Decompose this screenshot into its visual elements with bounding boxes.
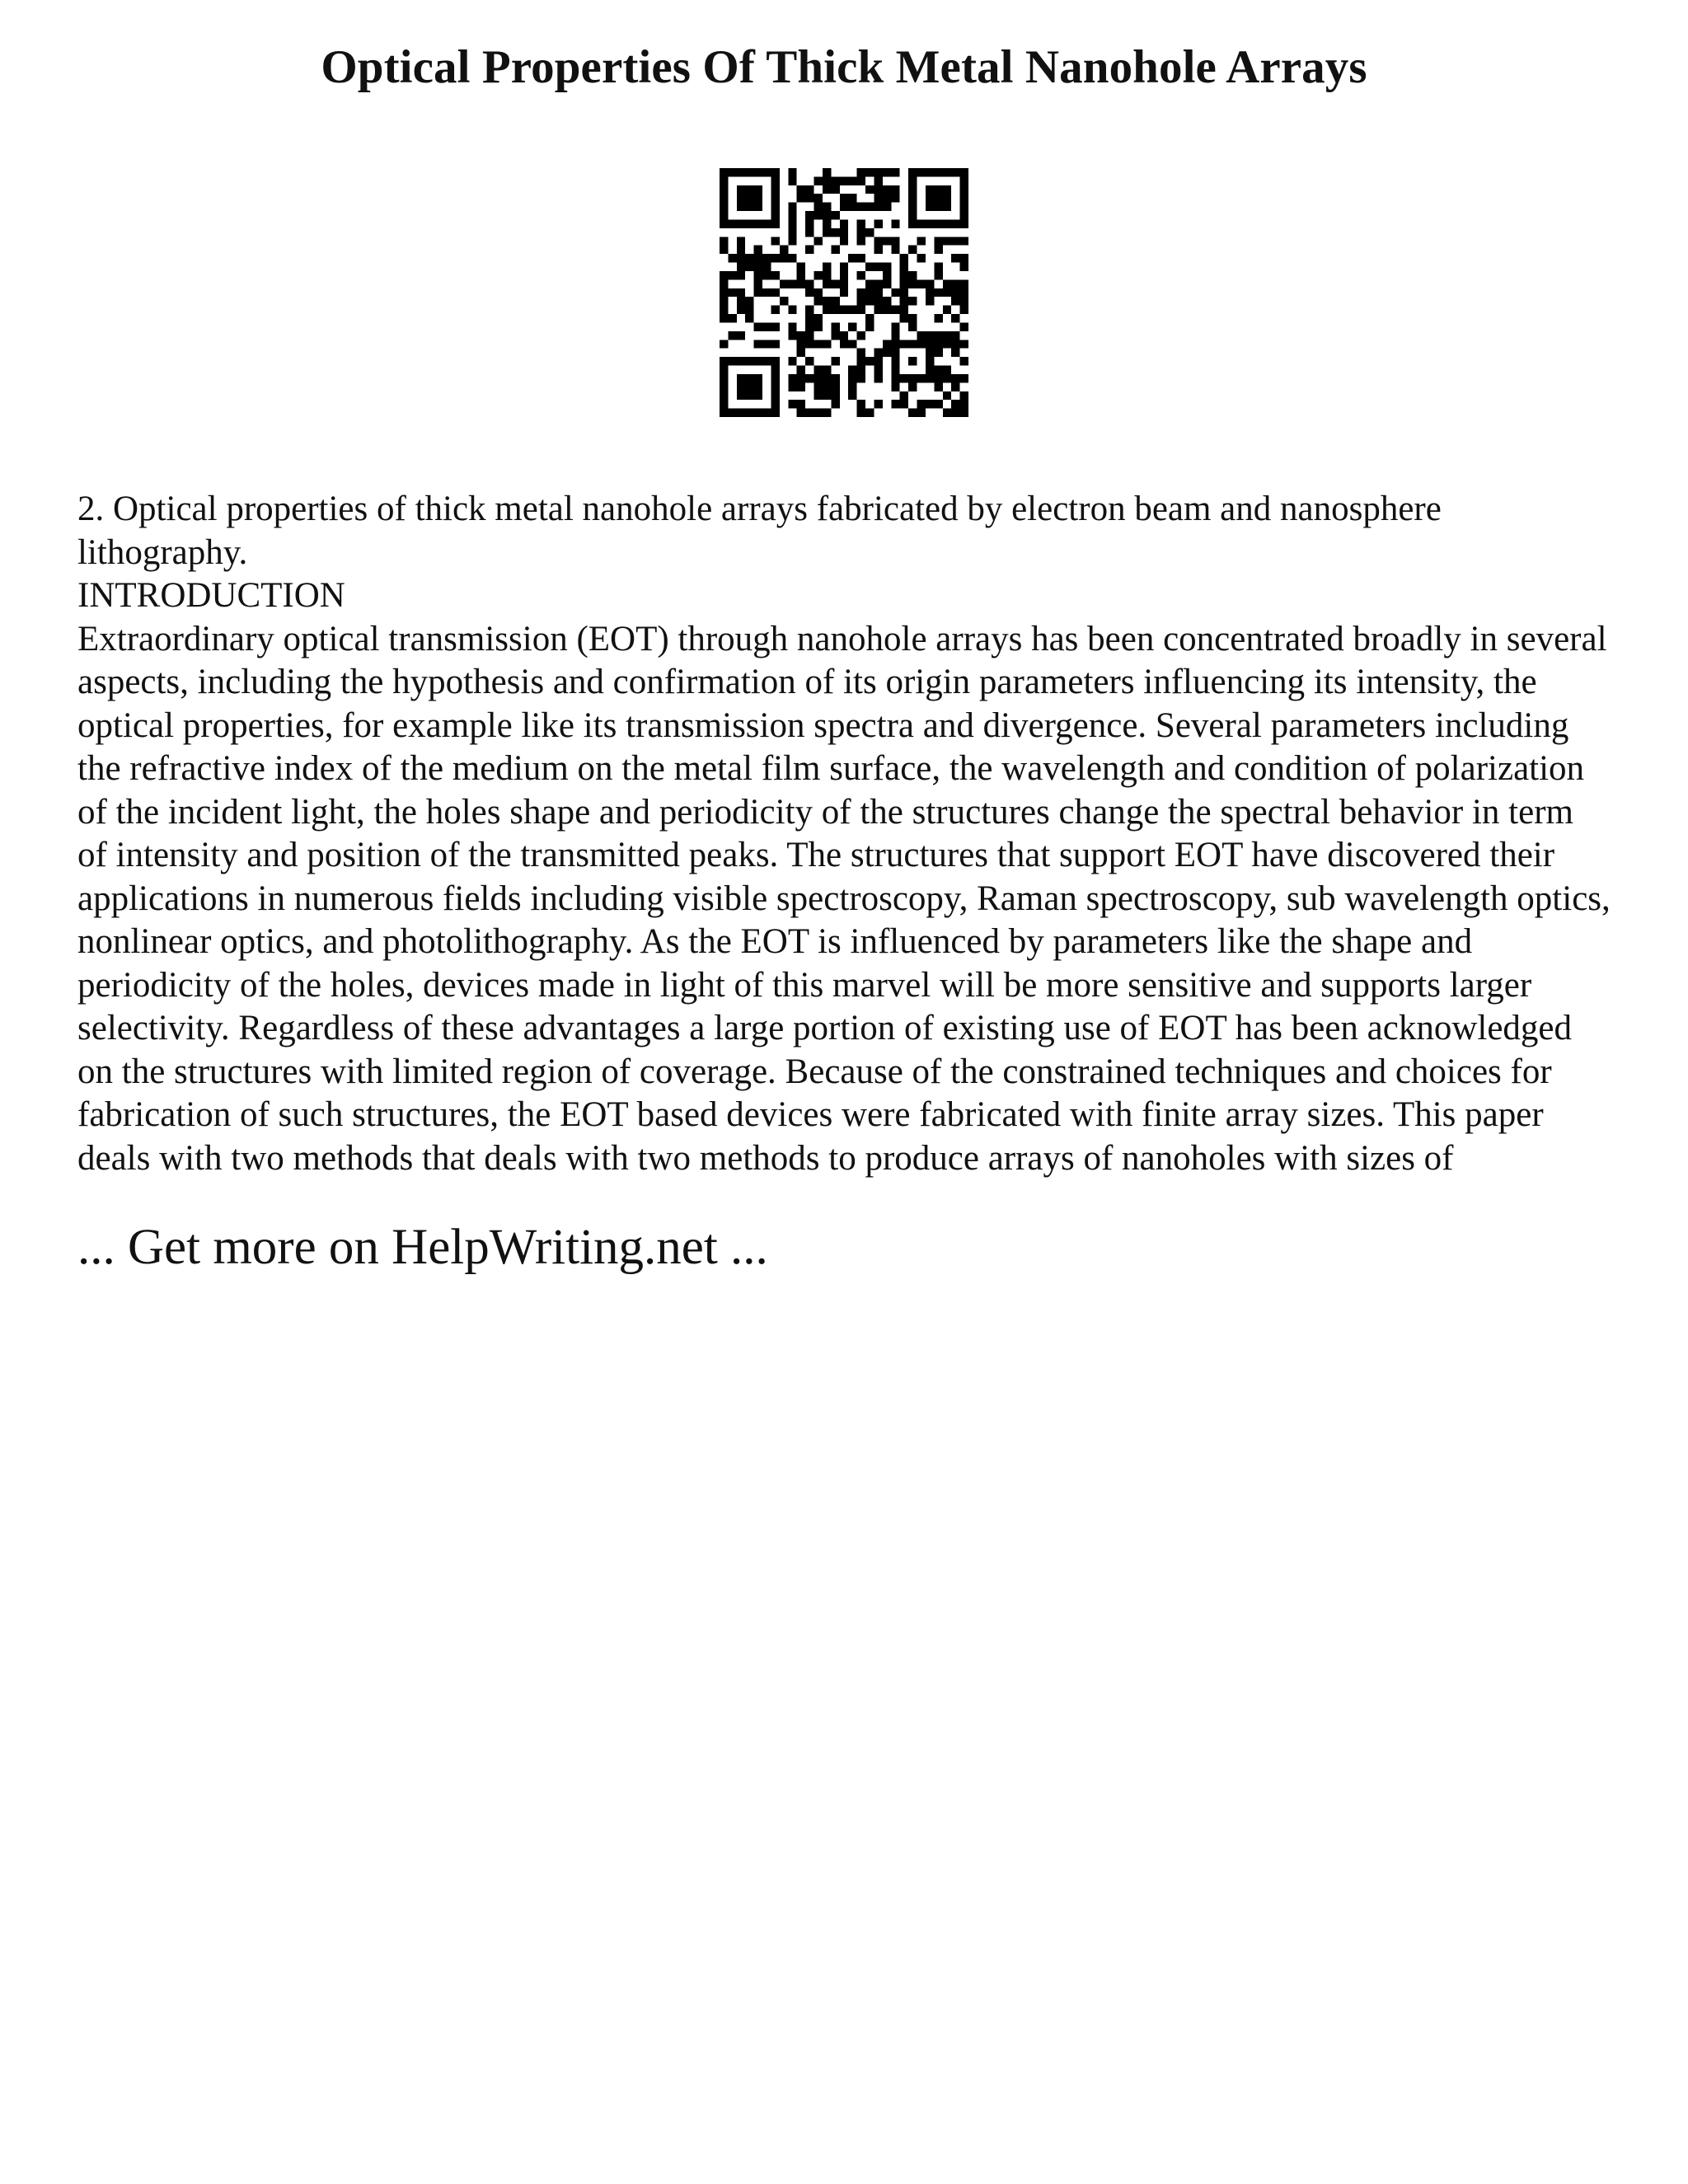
- document-content: [77, 488, 1611, 1180]
- qr-code-icon: [720, 168, 968, 417]
- body-paragraph: Extraordinary optical transmission (EOT) through nanohole arrays has been concentrated broadly in several aspects, including the hypothesis and confirmation of its origin parameters influencing its intensity, the optical properties, for example like its transmission spectra and divergence. Several parameters including the refractive index of the medium on the metal film surface, the wavelength and condition of polarization of the incident light, the holes shape and periodicity of the structures change the spectral behavior in term of intensity and position of the transmitted peaks. The structures that support EOT have discovered their applications in numerous fields including visible spectroscopy, Raman spectroscopy, sub wavelength optics, nonlinear optics, and photolithography. As the EOT is influenced by parameters like the shape and periodicity of the holes, devices made in light of this marvel will be more sensitive and supports larger selectivity. Regardless of these advantages a large portion of existing use of EOT has been acknowledged on the structures with limited region of coverage. Because of the constrained techniques and choices for fabrication of such structures, the EOT based devices were fabricated with finite array sizes. This paper deals with two methods that deals with two methods to produce arrays of nanoholes with sizes of: [77, 619, 1611, 1178]
- section-label: INTRODUCTION: [77, 576, 345, 615]
- document-title: Optical Properties Of Thick Metal Nanohole Arrays: [321, 41, 1367, 93]
- heading-line: 2. Optical properties of thick metal nanohole arrays fabricated by electron beam and nanosphere lithography.: [77, 490, 1442, 572]
- get-more-link[interactable]: ... Get more on HelpWriting.net ...: [77, 1220, 768, 1275]
